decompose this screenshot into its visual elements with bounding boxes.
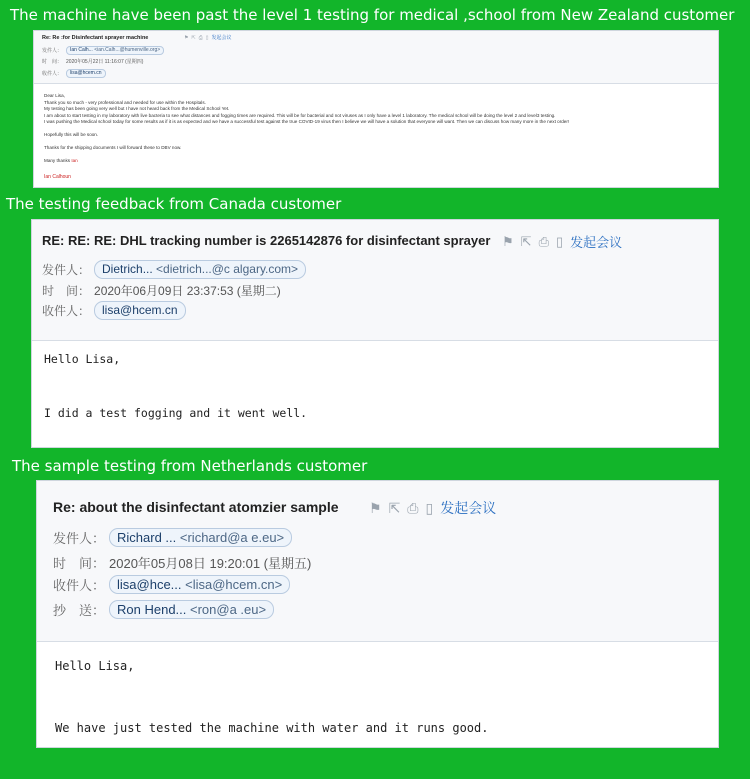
to-label: 收件人： [53,578,106,593]
email-toolbar [502,232,622,251]
flag-icon[interactable]: ⚑ [502,233,514,249]
from-label: 发件人： [42,48,63,54]
delete-icon[interactable]: ▯ [425,499,434,516]
start-meeting-link[interactable]: 发起会议 [211,35,232,41]
thanks-name: Ian [71,158,78,163]
email-body-line: My testing has been going very well but I have not heard back from the Medical School Yet. [44,106,230,111]
delete-icon[interactable]: ▯ [555,233,564,249]
to-label: 收件人： [42,71,63,77]
from-label: 发件人： [53,531,106,546]
email-greeting: Hello Lisa, [55,659,135,673]
email-body-line: Thank you so much - very professional and needed for use within the Hospitals. [44,100,206,105]
caption-netherlands: The sample testing from Netherlands customer [12,457,368,475]
recipient-name: lisa@hce... [117,577,182,592]
share-icon[interactable]: ⇱ [520,233,532,249]
sender-chip[interactable] [94,260,306,279]
email-message: I did a test fogging and it went well. [44,406,308,420]
recipient-chip[interactable] [109,575,290,594]
email-subject: Re: Re :for Disinfectant sprayer machine [42,35,149,41]
email-greeting: Hello Lisa, [44,352,121,366]
email-toolbar [184,34,231,41]
email-subject: RE: RE: RE: DHL tracking number is 2265142876 for disinfectant sprayer [42,233,491,248]
email-body-line: I was pushing the Medical school today for some results as if it is as expected and we have a successful test against the true COVID-19 virus then I believe we will have a solution that everyone will want. Then we can discuss how many more in the next order! [44,119,570,124]
email-panel-canada [31,219,719,448]
recipient-address: <lisa@hcem.cn> [185,577,283,592]
email-body-line: I am about to start testing in my laboratory with live bacteria to see what distances and fogging times are required. This will be for bacterial and not viruses as I only have a level 1 laboratory. The medical school will be doing the level 2 and level3 testing. [44,113,556,118]
start-meeting-link[interactable]: 发起会议 [440,500,497,516]
email-header [34,31,718,84]
sender-name: Dietrich... [102,262,153,276]
cc-address: <ron@a .eu> [190,602,267,617]
closing-text: Many thanks [44,158,71,163]
sender-chip[interactable] [66,46,164,55]
sender-address: <dietrich...@c algary.com> [156,262,299,276]
cc-label: 抄 送： [53,603,106,618]
time-label: 时 间： [53,556,106,571]
email-panel-new-zealand [33,30,719,188]
share-icon[interactable]: ⇱ [388,499,401,516]
cc-name: Ron Hend... [117,602,187,617]
print-icon[interactable]: ⎙ [198,34,203,41]
sent-time: 2020年06月09日 23:37:53 (星期二) [94,284,281,298]
email-panel-netherlands [36,480,719,748]
signature: Ian Calhoun [44,174,71,180]
sender-address: <richard@a e.eu> [179,530,285,545]
email-header [37,481,718,642]
email-body-line: Thanks for the shipping documents I will forward these to DBV now. [44,145,182,150]
email-subject: Re: about the disinfectant atomzier sample [53,499,339,515]
recipient-chip[interactable]: lisa@hcem.cn [94,301,186,320]
email-body-line: Dear Lisa, [44,93,65,98]
time-label: 时 间： [42,284,91,298]
recipient-chip[interactable]: lisa@hcem.cn [66,69,105,78]
sender-name: Richard ... [117,530,177,545]
cc-chip[interactable] [109,600,274,619]
email-toolbar [369,498,496,518]
sent-time: 2020年05月08日 19:20:01 (星期五) [109,556,312,571]
delete-icon[interactable]: ▯ [205,34,209,41]
flag-icon[interactable]: ⚑ [369,499,382,516]
sender-name: Ian Calh... [70,47,93,53]
email-body-line: Hopefully this will be soon. [44,132,99,137]
sender-address: <ian.Calh...@humenville.org> [94,47,161,53]
from-label: 发件人： [42,263,91,277]
print-icon[interactable]: ⎙ [407,499,419,516]
email-header [32,220,718,341]
to-label: 收件人： [42,304,91,318]
print-icon[interactable]: ⎙ [538,233,549,249]
share-icon[interactable]: ⇱ [191,34,196,41]
caption-new-zealand: The machine have been past the level 1 testing for medical ,school from New Zealand customer [10,6,735,24]
sent-time: 2020年05月22日 11:16:07 (星期四) [66,59,144,65]
start-meeting-link[interactable]: 发起会议 [570,235,623,250]
flag-icon[interactable]: ⚑ [184,34,189,41]
email-body-line [44,158,78,164]
sender-chip[interactable] [109,528,292,547]
time-label: 时 间： [42,59,63,65]
caption-canada: The testing feedback from Canada customer [6,195,342,213]
email-message: We have just tested the machine with water and it runs good. [55,721,489,735]
